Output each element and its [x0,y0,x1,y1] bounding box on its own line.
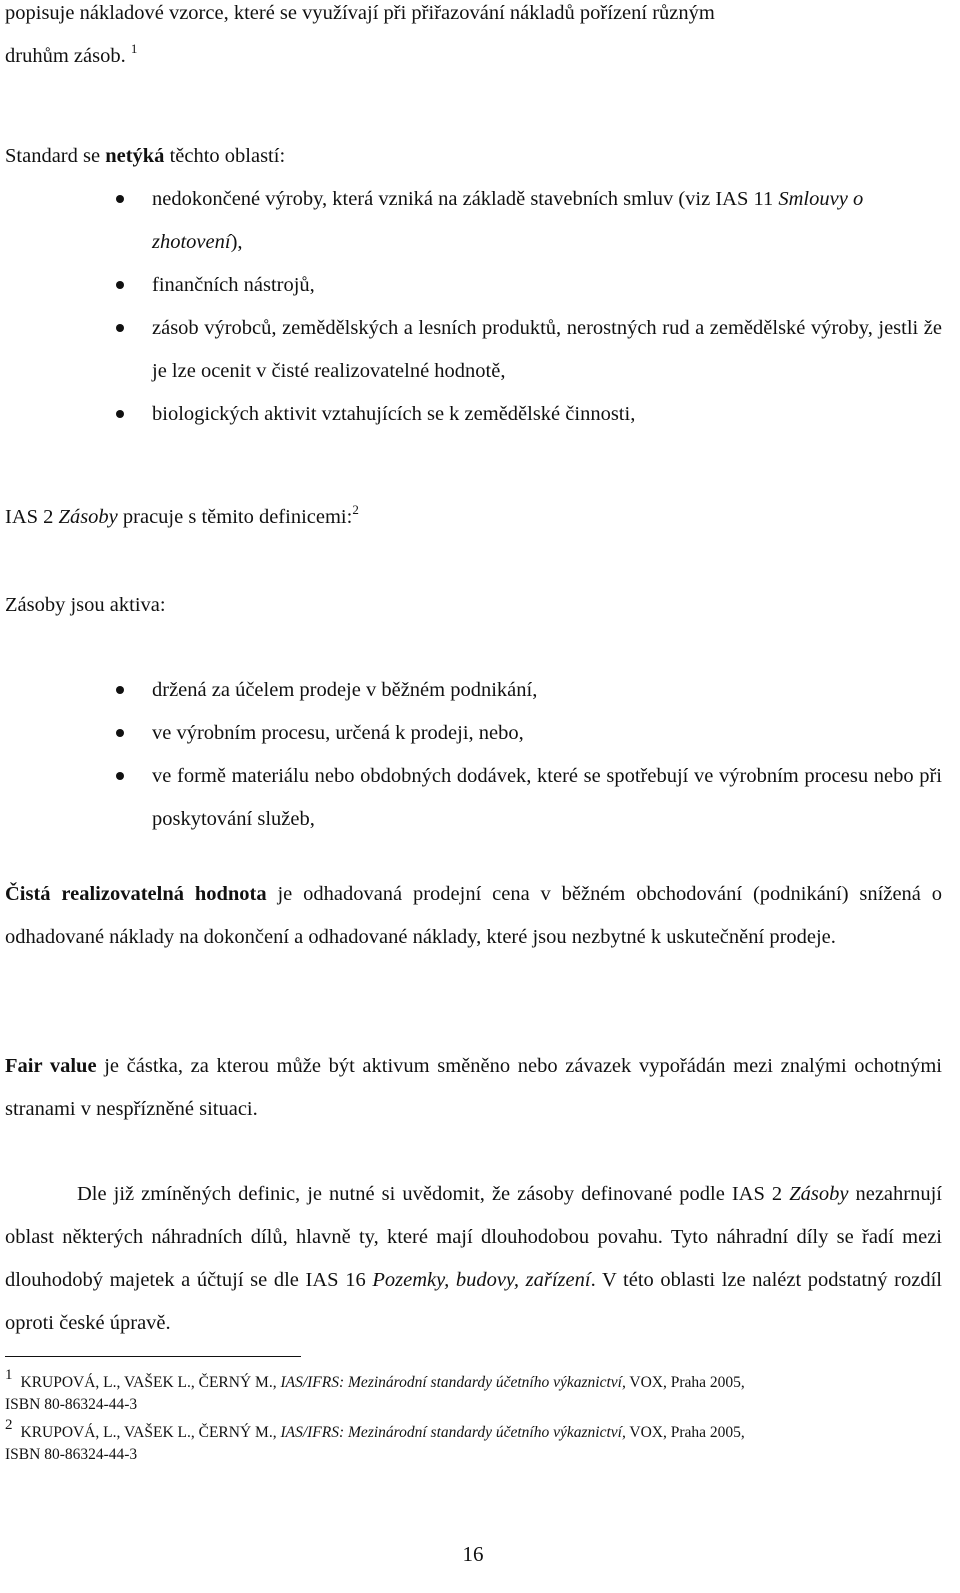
footnote-separator [5,1356,301,1357]
list-item [5,393,942,436]
footnote-authors: KRUPOVÁ, L., VAŠEK L., ČERNÝ M., [20,1374,281,1391]
list-item-text: zásob výrobců, zemědělských a lesních produktů, nerostných rud a zemědělské výroby, jestli že je lze ocenit v čisté realizovatelné hodnotě, [152,317,942,382]
closing-text-3: . V této oblasti lze nalézt podstatný rozdíl oproti české úpravě. [5,1269,942,1334]
scope-lead-text: Standard se [5,145,106,167]
list-item-italic: Smlouvy o zhotovení [152,188,864,253]
intro-paragraph [5,0,942,78]
list-item-text: biologických aktivit vztahujících se k zemědělské činnosti, [152,403,636,425]
footnote-number: 2 [5,1417,13,1433]
list-item-text: ve výrobním procesu, určená k prodeji, nebo, [152,722,524,744]
list-item-text: ve formě materiálu nebo obdobných dodávek, které se spotřebují ve výrobním procesu nebo při poskytování služeb, [152,765,942,830]
footnote-2 [5,1417,940,1466]
footnote-title: IAS/IFRS: Mezinárodní standardy účetního výkaznictví, [280,1374,626,1391]
nrv-term: Čistá realizovatelná hodnota [5,883,267,905]
footnote-title: IAS/IFRS: Mezinárodní standardy účetního výkaznictví, [280,1424,626,1441]
ias-line-italic: Zásoby [58,506,118,528]
list-item-text: finančních nástrojů, [152,274,315,296]
fair-value-definition [5,1045,942,1131]
scope-lead-bold: netýká [105,145,165,167]
list-item [5,755,942,841]
nrv-definition [5,873,942,959]
footnote-publisher: VOX, Praha 2005, [625,1374,745,1391]
footnote-isbn: ISBN 80-86324-44-3 [5,1396,138,1413]
footnote-authors: KRUPOVÁ, L., VAŠEK L., ČERNÝ M., [20,1424,281,1441]
footnote-1 [5,1367,940,1416]
list-item [5,712,942,755]
ias-line-text: IAS 2 [5,506,59,528]
scope-list [5,178,942,436]
list-item [5,264,942,307]
intro-line-2: druhům zásob. [5,45,126,67]
nrv-text: je odhadovaná prodejní cena v běžném obchodování (podnikání) snížená o odhadované náklady na dokončení a odhadované náklady, které jsou nezbytné k uskutečnění prodeje. [5,883,942,948]
footnote-isbn: ISBN 80-86324-44-3 [5,1446,138,1463]
footnote-number: 1 [5,1367,13,1383]
ias-definitions-line [5,496,359,539]
list-item-text: nedokončené výroby, která vzniká na základě stavebních smluv (viz IAS 11 [152,188,779,210]
intro-line-1: popisuje nákladové vzorce, které se využívají při přiřazování nákladů pořízení různým [5,2,715,24]
footnote-ref-1: 1 [130,41,138,56]
closing-italic-1: Zásoby [789,1183,849,1205]
assets-lead: Zásoby jsou aktiva: [5,594,166,616]
closing-text-2: nezahrnují oblast některých náhradních dílů, hlavně ty, které mají dlouhodobou povahu. Tyto náhradní díly se řadí mezi dlouhodobý majetek a účtují se dle IAS 16 [5,1183,942,1291]
list-item-text: držená za účelem prodeje v běžném podnikání, [152,679,538,701]
page-number: 16 [462,1542,484,1566]
closing-text-1: Dle již zmíněných definic, je nutné si uvědomit, že zásoby definované podle IAS 2 [77,1183,790,1205]
list-item [5,178,942,264]
list-item [5,669,942,712]
closing-paragraph [5,1173,942,1345]
scope-lead [5,135,285,178]
scope-lead-text-end: těchto oblastí: [164,145,286,167]
fair-value-term: Fair value [5,1055,97,1077]
closing-italic-2: Pozemky, budovy, zařízení [372,1269,591,1291]
footnote-ref-2: 2 [352,502,359,517]
list-item-text-end: ), [230,231,243,253]
ias-line-text-end: pracuje s těmito definicemi: [117,506,353,528]
fair-value-text: je částka, za kterou může být aktivum směněno nebo závazek vypořádán mezi znalými ochotnými stranami v nespřízněné situaci. [5,1055,942,1120]
footnote-publisher: VOX, Praha 2005, [625,1424,745,1441]
list-item [5,307,942,393]
assets-list [5,669,942,841]
